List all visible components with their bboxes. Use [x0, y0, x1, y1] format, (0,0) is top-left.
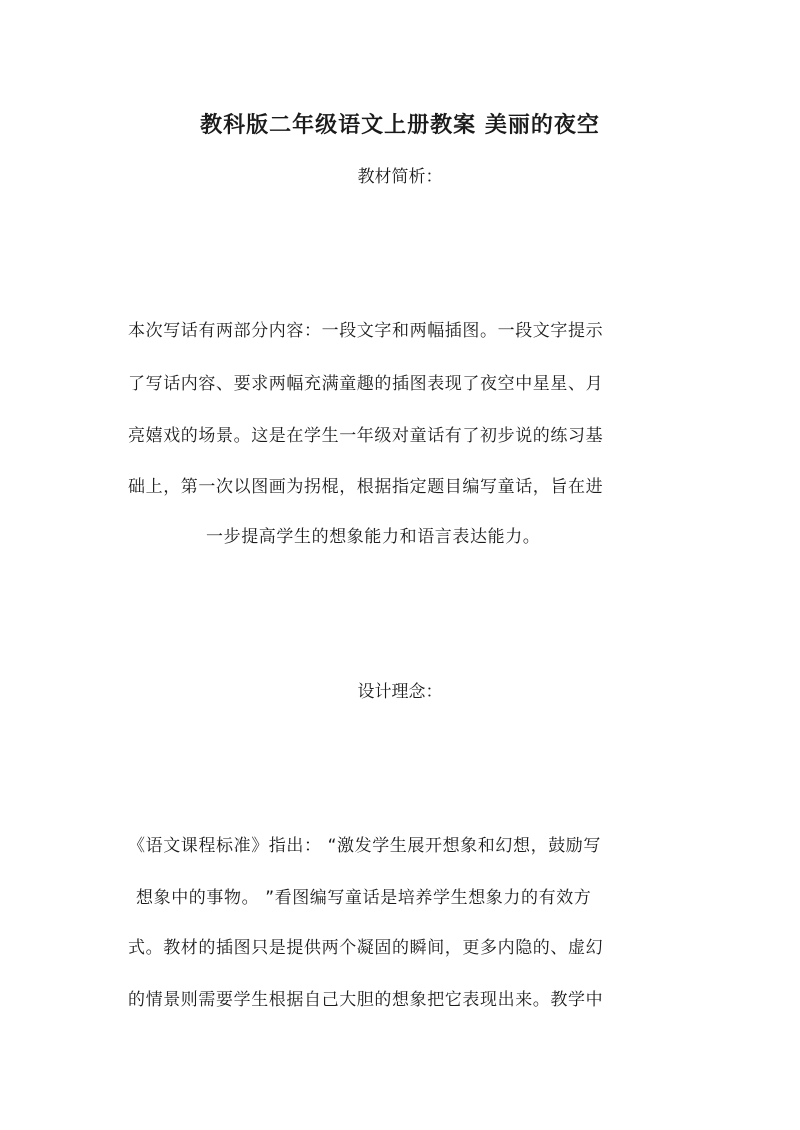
paragraph-line: 亮嬉戏的场景。这是在学生一年级对童话有了初步说的练习基	[128, 426, 604, 446]
section-heading-analysis: 教材简析：	[357, 167, 443, 187]
paragraph-line: 了写话内容、要求两幅充满童趣的插图表现了夜空中星星、月	[128, 374, 604, 394]
paragraph-line: 的情景则需要学生根据自己大胆的想象把它表现出来。教学中	[128, 990, 604, 1010]
paragraph-line: 本次写话有两部分内容：一段文字和两幅插图。一段文字提示	[128, 321, 604, 341]
paragraph-line: 式。教材的插图只是提供两个凝固的瞬间，更多内隐的、虚幻	[128, 938, 604, 958]
paragraph-line: 础上，第一次以图画为拐棍，根据指定题目编写童话，旨在进	[128, 477, 604, 497]
section-heading-design: 设计理念：	[357, 682, 443, 702]
paragraph-line: 《语文课程标准》指出： “激发学生展开想象和幻想，鼓励写	[128, 836, 602, 856]
document-title: 教科版二年级语文上册教案 美丽的夜空	[200, 112, 600, 138]
paragraph-line: 想象中的事物。 ”看图编写童话是培养学生想象力的有效方	[136, 888, 592, 908]
paragraph-line: 一步提高学生的想象能力和语言表达能力。	[206, 527, 541, 547]
